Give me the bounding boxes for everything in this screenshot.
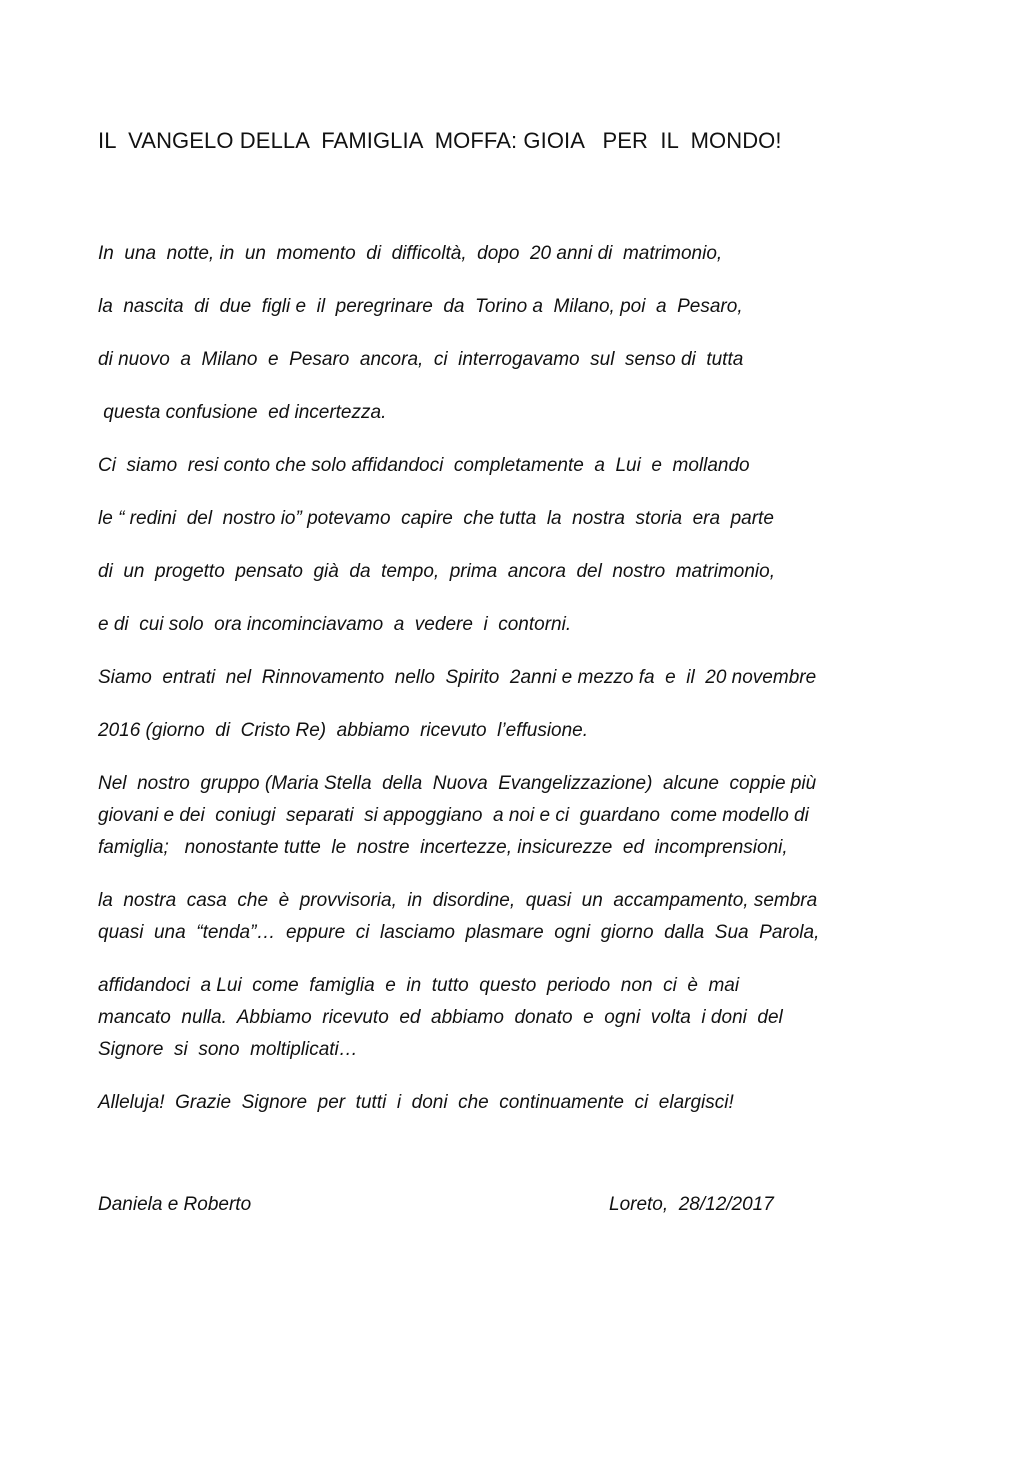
text-line: Alleluja! Grazie Signore per tutti i doni che continuamente ci elargisci!	[98, 1092, 734, 1113]
text-line: le “ redini del nostro io” potevamo capire che tutta la nostra storia era parte	[98, 508, 774, 529]
signature-names: Daniela e Roberto	[98, 1194, 252, 1215]
text-line: la nascita di due figli e il peregrinare da Torino a Milano, poi a Pesaro,	[98, 296, 743, 317]
text-line: quasi una “tenda”… eppure ci lasciamo plasmare ogni giorno dalla Sua Parola,	[98, 922, 820, 943]
text-line: questa confusione ed incertezza.	[98, 402, 387, 423]
text-line: di un progetto pensato già da tempo, prima ancora del nostro matrimonio,	[98, 561, 775, 582]
text-line: e di cui solo ora incominciavamo a vedere i contorni.	[98, 614, 572, 635]
text-line: Signore si sono moltiplicati…	[98, 1039, 358, 1060]
text-line: In una notte, in un momento di difficoltà, dopo 20 anni di matrimonio,	[98, 243, 723, 264]
document-title: IL VANGELO DELLA FAMIGLIA MOFFA: GIOIA PER IL MONDO!	[98, 128, 782, 153]
text-line: 2016 (giorno di Cristo Re) abbiamo ricevuto l’effusione.	[98, 720, 589, 741]
text-line: giovani e dei coniugi separati si appoggiano a noi e ci guardano come modello di	[98, 805, 809, 826]
text-line: Nel nostro gruppo (Maria Stella della Nuova Evangelizzazione) alcune coppie più	[98, 773, 817, 794]
text-line: di nuovo a Milano e Pesaro ancora, ci interrogavamo sul senso di tutta	[98, 349, 744, 370]
text-line: famiglia; nonostante tutte le nostre incertezze, insicurezze ed incomprensioni,	[98, 837, 788, 858]
text-line: affidandoci a Lui come famiglia e in tutto questo periodo non ci è mai	[98, 975, 740, 996]
text-line: Ci siamo resi conto che solo affidandoci completamente a Lui e mollando	[98, 455, 750, 476]
text-line: mancato nulla. Abbiamo ricevuto ed abbiamo donato e ogni volta i doni del	[98, 1007, 783, 1028]
text-line: la nostra casa che è provvisoria, in disordine, quasi un accampamento, sembra	[98, 890, 818, 911]
signature-place-date: Loreto, 28/12/2017	[609, 1194, 774, 1215]
text-line: Siamo entrati nel Rinnovamento nello Spirito 2anni e mezzo fa e il 20 novembre	[98, 667, 817, 688]
